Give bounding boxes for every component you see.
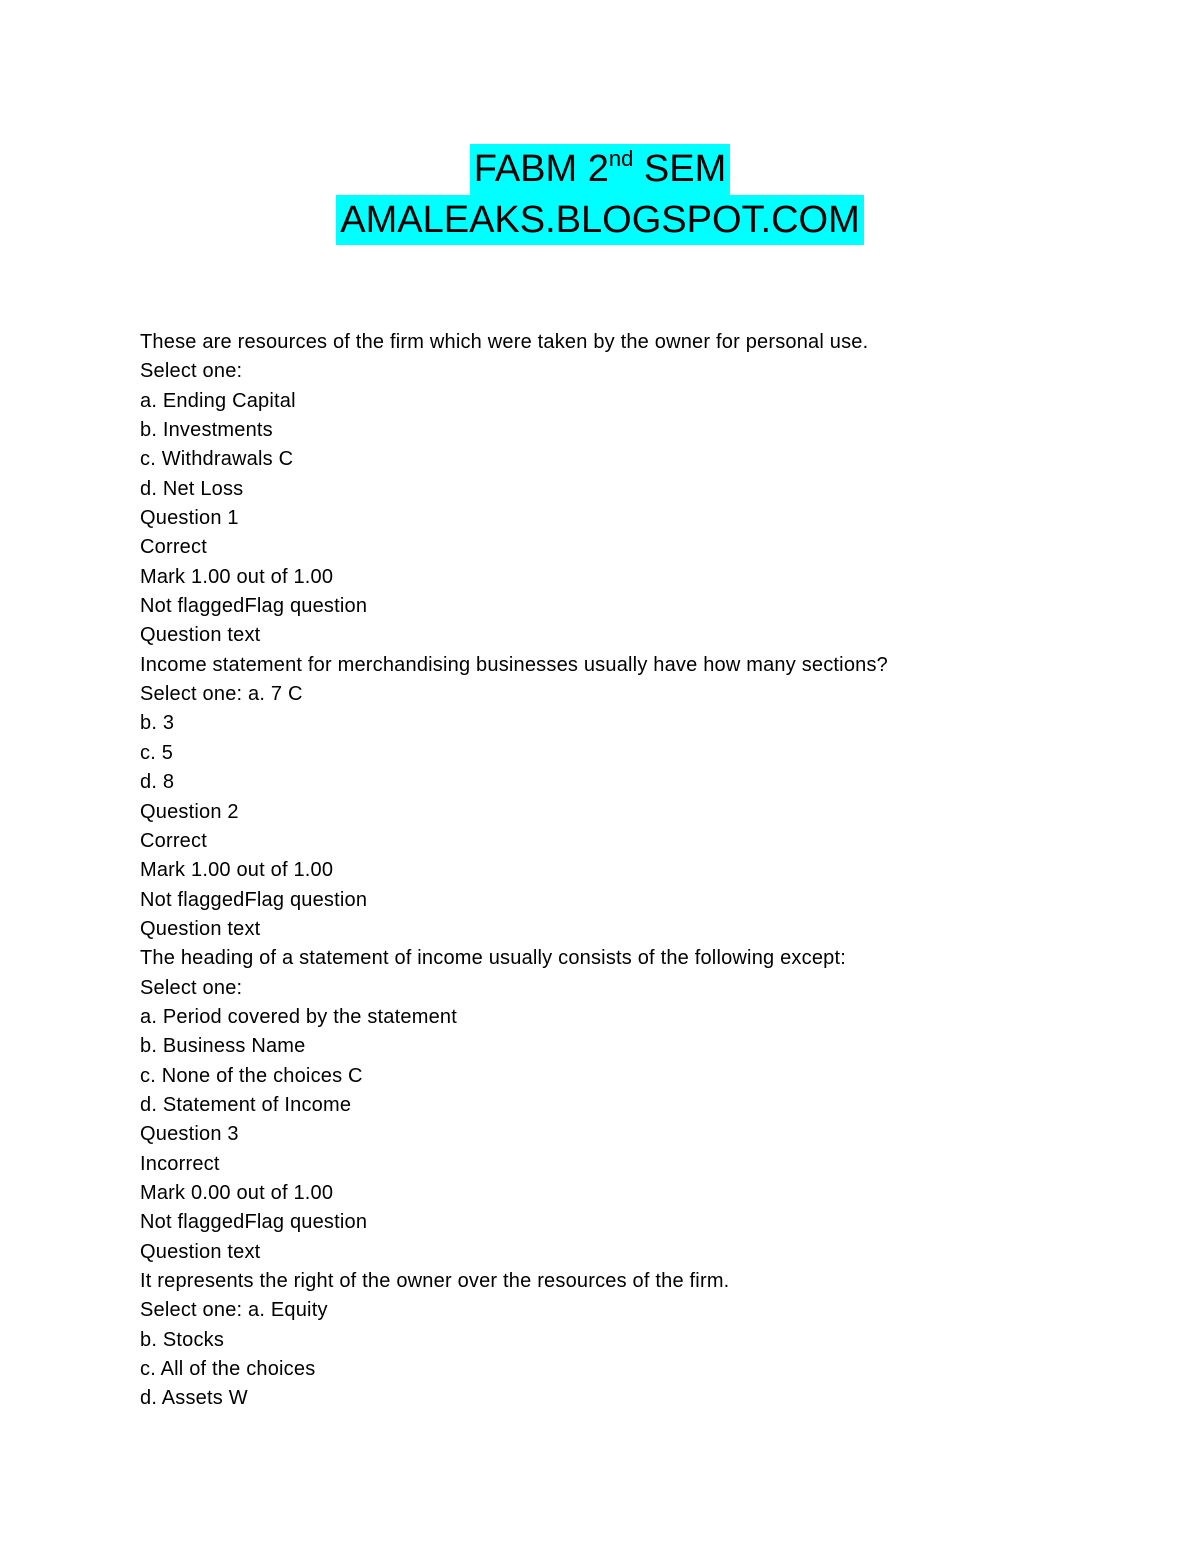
question-text-label: Question text bbox=[140, 917, 261, 940]
choice-d: d. Net Loss bbox=[140, 477, 244, 500]
choice-b: b. Stocks bbox=[140, 1328, 225, 1351]
question-number: Question 2 bbox=[140, 800, 239, 823]
choice-d: d. Statement of Income bbox=[140, 1093, 352, 1116]
choice-b: b. 3 bbox=[140, 712, 175, 735]
question-mark: Mark 1.00 out of 1.00 bbox=[140, 859, 334, 882]
course-title-superscript: nd bbox=[608, 146, 634, 171]
question-text-label: Question text bbox=[140, 624, 261, 647]
choice-c: c. All of the choices bbox=[140, 1358, 316, 1381]
flag-question: Not flaggedFlag question bbox=[140, 1211, 368, 1234]
course-title bbox=[470, 144, 731, 199]
question-number: Question 1 bbox=[140, 507, 239, 530]
course-title-rest: SEM bbox=[633, 148, 727, 190]
choice-c: c. None of the choices C bbox=[140, 1064, 363, 1087]
choice-b: b. Investments bbox=[140, 419, 273, 442]
site-name: AMALEAKS.BLOGSPOT.COM bbox=[336, 195, 863, 245]
document-header bbox=[0, 144, 1200, 246]
select-one-label: Select one: bbox=[140, 976, 243, 999]
flag-question: Not flaggedFlag question bbox=[140, 595, 368, 618]
select-one-label: Select one: a. Equity bbox=[140, 1299, 328, 1322]
question-text-label: Question text bbox=[140, 1240, 261, 1263]
question-status: Correct bbox=[140, 829, 207, 852]
question-3-text: The heading of a statement of income usually consists of the following except: bbox=[140, 947, 846, 970]
question-status: Incorrect bbox=[140, 1152, 220, 1175]
choice-c: c. Withdrawals C bbox=[140, 448, 294, 471]
choice-d: d. Assets W bbox=[140, 1387, 248, 1410]
choice-a: a. Ending Capital bbox=[140, 389, 296, 412]
choice-b: b. Business Name bbox=[140, 1035, 306, 1058]
choice-a: a. Period covered by the statement bbox=[140, 1005, 457, 1028]
select-one-label: Select one: bbox=[140, 360, 243, 383]
choice-d: d. 8 bbox=[140, 771, 175, 794]
choice-c: c. 5 bbox=[140, 741, 174, 764]
question-number: Question 3 bbox=[140, 1123, 239, 1146]
question-status: Correct bbox=[140, 536, 207, 559]
flag-question: Not flaggedFlag question bbox=[140, 888, 368, 911]
question-4-text: It represents the right of the owner over the resources of the firm. bbox=[140, 1270, 730, 1292]
question-1-text: These are resources of the firm which were taken by the owner for personal use. bbox=[140, 331, 869, 353]
course-title-main: FABM 2 bbox=[473, 148, 609, 190]
question-mark: Mark 1.00 out of 1.00 bbox=[140, 565, 334, 588]
question-mark: Mark 0.00 out of 1.00 bbox=[140, 1181, 334, 1204]
document-body bbox=[140, 328, 1100, 1414]
question-2-text: Income statement for merchandising businesses usually have how many sections? bbox=[140, 653, 888, 676]
select-one-label: Select one: a. 7 C bbox=[140, 683, 303, 706]
